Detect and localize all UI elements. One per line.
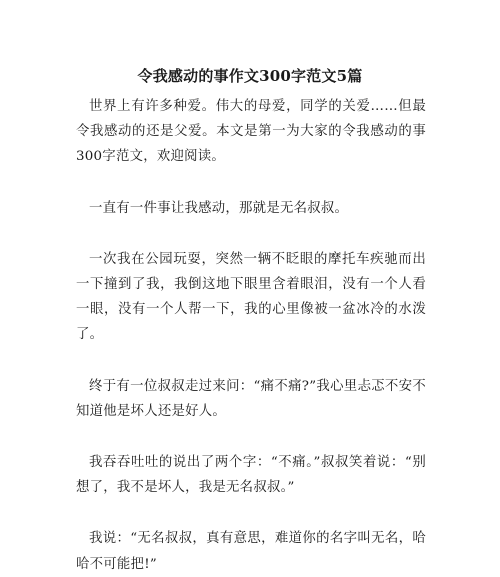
paragraph-2: 一直有一件事让我感动，那就是无名叔叔。 bbox=[89, 200, 349, 216]
article-body bbox=[76, 94, 426, 577]
paragraph-5: 我吞吞吐吐的说出了两个字：“不痛。”叔叔笑着说：“别想了，我不是坏人，我是无名叔叔。” bbox=[76, 455, 426, 496]
paragraph-3: 一次我在公园玩耍，突然一辆不眨眼的摩托车疾驰而出一下撞到了我，我倒这地下眼里含着眼泪，没有一个人看一眼，没有一个人帮一下，我的心里像被一盆冰冷的水泼了。 bbox=[76, 251, 426, 343]
paragraph-6: 我说：“无名叔叔，真有意思，难道你的名字叫无名，哈哈不可能把!” bbox=[76, 531, 426, 572]
paragraph-4: 终于有一位叔叔走过来问：“痛不痛?”我心里忐忑不安不知道他是坏人还是好人。 bbox=[76, 378, 426, 419]
paragraph-intro: 世界上有许多种爱。伟大的母爱，同学的关爱……但最令我感动的还是父爱。本文是第一为大家的令我感动的事300字范文，欢迎阅读。 bbox=[76, 99, 426, 165]
article-title: 令我感动的事作文300字范文5篇 bbox=[137, 67, 363, 85]
